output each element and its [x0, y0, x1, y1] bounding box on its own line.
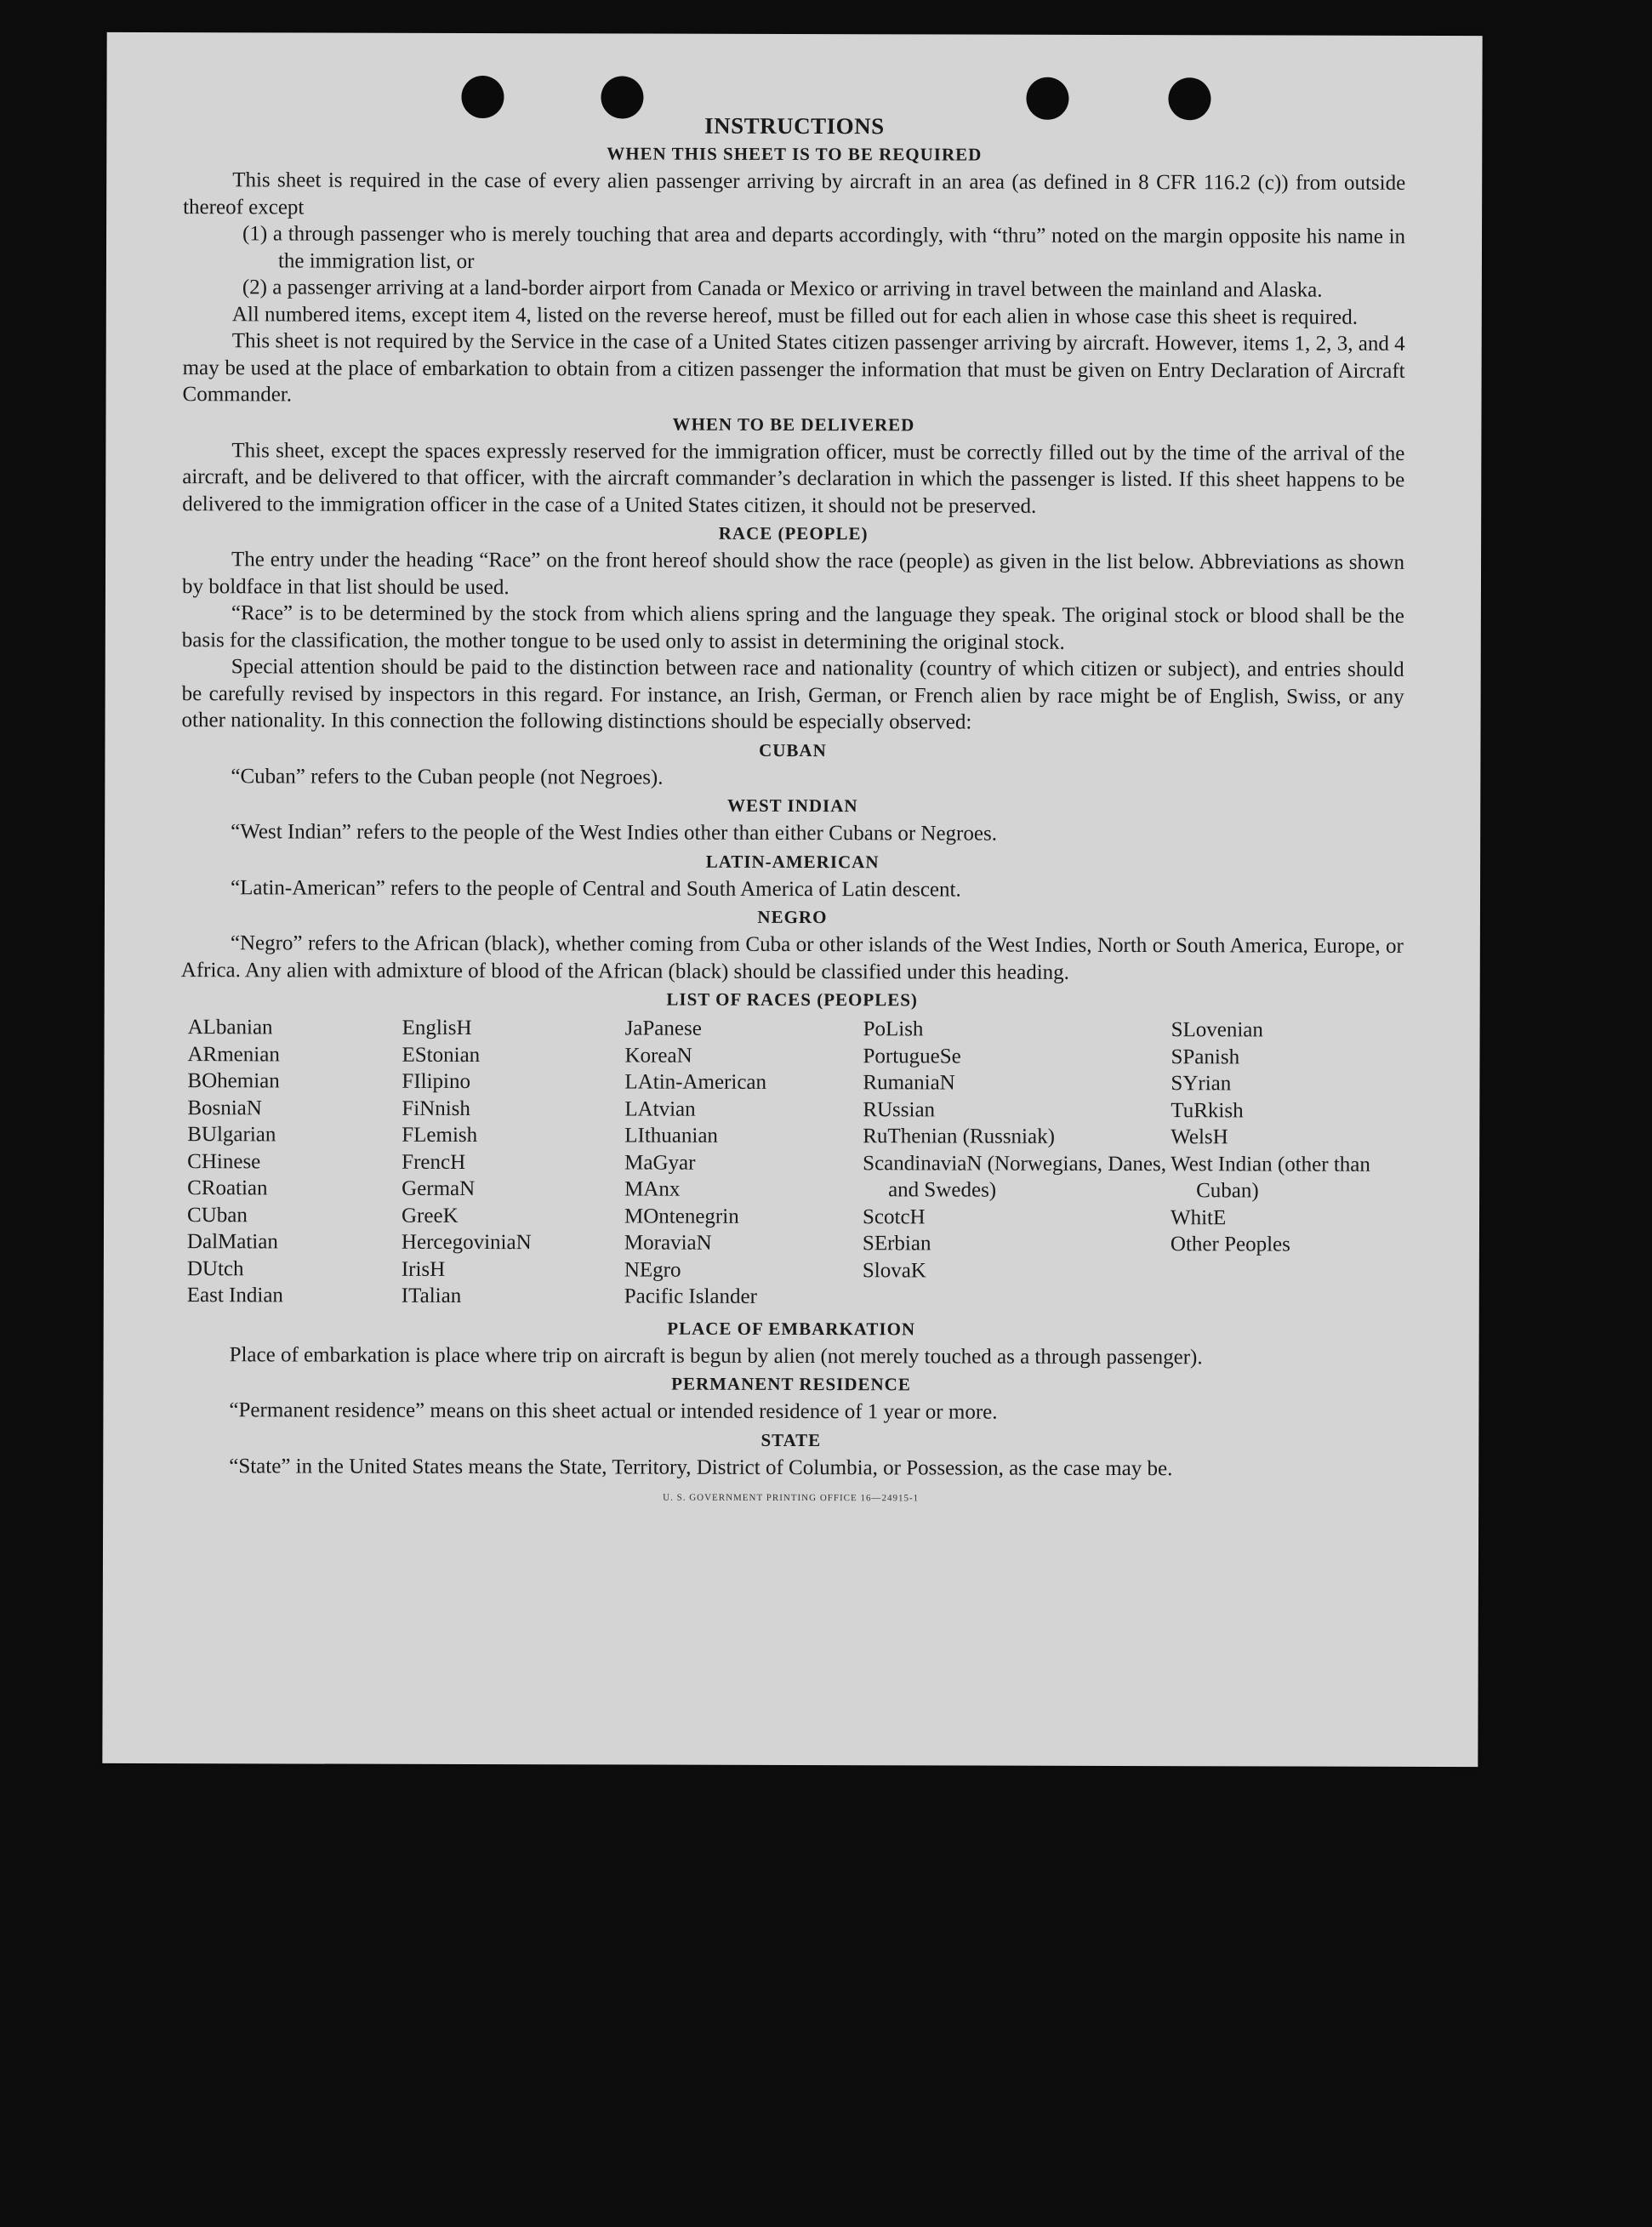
race-entry: HercegoviniaN: [401, 1230, 532, 1255]
numbered-item-1: (1) a through passenger who is merely touching that area and departs accordingly, with “thru” noted on the margin opposite his name in the immigration list, or: [242, 222, 1406, 273]
race-entry: DalMatian: [186, 1230, 278, 1254]
paragraph: “Negro” refers to the African (black), whether coming from Cuba or other islands of the West Indies, North or South America, Europe, or Africa. Any alien with admixture of blood of the African (black) should be classified under this heading.: [180, 931, 1404, 984]
race-entry: GermaN: [402, 1176, 476, 1201]
race-entry: ScandinaviaN (Norwegians, Danes, and Swedes): [863, 1151, 1167, 1202]
punch-hole: [461, 76, 504, 118]
section-title-negro: NEGRO: [757, 906, 828, 928]
page-title: INSTRUCTIONS: [704, 112, 885, 140]
race-entry: SlovaK: [862, 1258, 926, 1282]
race-entry: West Indian (other than Cuban): [1171, 1152, 1370, 1203]
race-entry: TuRkish: [1171, 1098, 1244, 1122]
punch-hole: [601, 76, 643, 118]
race-entry: SLovenian: [1171, 1018, 1263, 1042]
section-title-cuban: CUBAN: [759, 739, 827, 760]
race-entry: SYrian: [1171, 1072, 1232, 1096]
race-entry: FiNnish: [402, 1096, 470, 1120]
race-entry: EnglisH: [402, 1016, 472, 1040]
races-column: [1171, 1017, 1393, 1312]
races-column: [863, 1016, 1171, 1311]
race-entry: WhitE: [1170, 1205, 1227, 1229]
document-page: [102, 32, 1482, 1767]
race-entry: Pacific Islander: [624, 1284, 758, 1308]
race-entry: Other Peoples: [1170, 1233, 1290, 1256]
race-entry: FrencH: [402, 1150, 466, 1174]
race-entry: EStonian: [402, 1043, 481, 1067]
race-entry: LAtvian: [624, 1096, 696, 1121]
race-entry: East Indian: [186, 1284, 283, 1307]
punch-hole: [1026, 77, 1068, 120]
race-entry: PoLish: [863, 1017, 924, 1041]
section-title-state: STATE: [760, 1429, 822, 1450]
paragraph: “West Indian” refers to the people of the West Indies other than either Cubans or Negroes.: [231, 820, 998, 846]
race-entry: ScotcH: [862, 1205, 926, 1228]
race-entry: CUban: [186, 1203, 248, 1227]
paragraph: This sheet, except the spaces expressly reserved for the immigration officer, must be correctly filled out by the time of the arrival of the aircraft, and be delivered to that officer, with the aircraft commander’s declaration in which the passenger is listed. If this sheet happens to be delivered to the immigration officer in the case of a United States citizen, it should not be preserved.: [182, 438, 1405, 518]
race-entry: RumaniaN: [863, 1071, 955, 1095]
race-entry: WelsH: [1171, 1125, 1228, 1149]
race-entry: LAtin-American: [624, 1070, 767, 1094]
paragraph: All numbered items, except item 4, listed on the reverse hereof, must be filled out for each alien in whose case this sheet is required.: [231, 302, 1359, 329]
races-column: [402, 1015, 625, 1310]
race-entry: PortugueSe: [863, 1044, 961, 1068]
race-entry: SPanish: [1171, 1045, 1240, 1068]
punch-hole: [1168, 77, 1211, 120]
race-entry: RUssian: [863, 1097, 936, 1121]
race-entry: FIlipino: [402, 1069, 471, 1094]
paragraph: “Cuban” refers to the Cuban people (not Negroes).: [231, 764, 664, 789]
race-entry: GreeK: [401, 1204, 459, 1227]
race-entry: BUlgarian: [187, 1123, 276, 1147]
paragraph: This sheet is not required by the Service in the case of a United States citizen passenger arriving by aircraft. However, items 1, 2, 3, and 4 may be used at the place of embarkation to obtain from a citizen passenger the information that must be given on Entry Declaration of Aircraft Commander.: [182, 329, 1405, 407]
races-list: [187, 1014, 1404, 1312]
paragraph: Place of embarkation is place where trip on aircraft is begun by alien (not merely touched as a through passenger).: [229, 1342, 1203, 1369]
race-entry: LIthuanian: [624, 1124, 718, 1148]
race-entry: CRoatian: [187, 1176, 268, 1200]
paragraph: “State” in the United States means the State, Territory, District of Columbia, or Possession, as the case may be.: [229, 1454, 1173, 1480]
race-entry: IrisH: [401, 1257, 446, 1281]
race-entry: DUtch: [186, 1256, 244, 1280]
race-entry: FLemish: [402, 1123, 478, 1148]
numbered-item-2: (2) a passenger arriving at a land-border airport from Canada or Mexico or arriving in travel between the mainland and Alaska.: [242, 276, 1323, 302]
paragraph: Special attention should be paid to the distinction between race and nationality (country of which citizen or subject), and entries should be carefully revised by inspectors in this regard. For instance, an Irish, German, or French alien by race might be of English, Swiss, or any other nationality. In this connection the following distinctions should be especially observed:: [181, 655, 1404, 734]
section-title-when-required: WHEN THIS SHEET IS TO BE REQUIRED: [607, 143, 983, 165]
race-entry: CHinese: [187, 1149, 261, 1173]
paragraph: “Latin-American” refers to the people of Central and South America of Latin descent.: [230, 875, 961, 902]
race-entry: ALbanian: [187, 1016, 273, 1039]
section-title-west-indian: WEST INDIAN: [726, 795, 858, 817]
paragraph: The entry under the heading “Race” on the front hereof should show the race (people) as given in the list below. Abbreviations as shown by boldface in that list should be used.: [181, 548, 1405, 599]
race-entry: BosniaN: [187, 1096, 262, 1119]
race-entry: ARmenian: [187, 1042, 280, 1066]
race-entry: BOhemian: [187, 1069, 280, 1093]
race-entry: MOntenegrin: [624, 1204, 739, 1228]
printer-imprint: U. S. GOVERNMENT PRINTING OFFICE 16—24915-1: [663, 1492, 920, 1504]
race-entry: MaGyar: [624, 1150, 696, 1175]
paragraph: This sheet is required in the case of every alien passenger arriving by aircraft in an area (as defined in 8 CFR 116.2 (c)) from outside thereof except: [183, 168, 1406, 219]
section-title-permanent-residence: PERMANENT RESIDENCE: [671, 1373, 911, 1395]
race-entry: JaPanese: [624, 1017, 702, 1040]
race-entry: MAnx: [624, 1177, 681, 1201]
section-title-when-delivered: WHEN TO BE DELIVERED: [672, 413, 915, 435]
races-column: [187, 1014, 402, 1309]
race-entry: MoraviaN: [624, 1231, 712, 1255]
section-title-latin-american: LATIN-AMERICAN: [705, 851, 880, 872]
race-entry: NEgro: [624, 1257, 681, 1282]
race-entry: ITalian: [401, 1284, 462, 1307]
paragraph: “Race” is to be determined by the stock from which aliens spring and the language they speak. The original stock or blood shall be the basis for the classification, the mother tongue to be used only to assist in determining the original stock.: [181, 601, 1404, 654]
race-entry: KoreaN: [624, 1043, 692, 1068]
race-entry: SErbian: [862, 1232, 931, 1256]
section-title-embarkation: PLACE OF EMBARKATION: [667, 1318, 916, 1339]
paragraph: “Permanent residence” means on this sheet actual or intended residence of 1 year or more.: [229, 1398, 998, 1424]
section-title-race: RACE (PEOPLE): [718, 522, 869, 544]
race-entry: RuThenian (Russniak): [863, 1125, 1055, 1148]
races-column: [624, 1015, 863, 1310]
section-title-list-of-races: LIST OF RACES (PEOPLES): [666, 988, 918, 1011]
